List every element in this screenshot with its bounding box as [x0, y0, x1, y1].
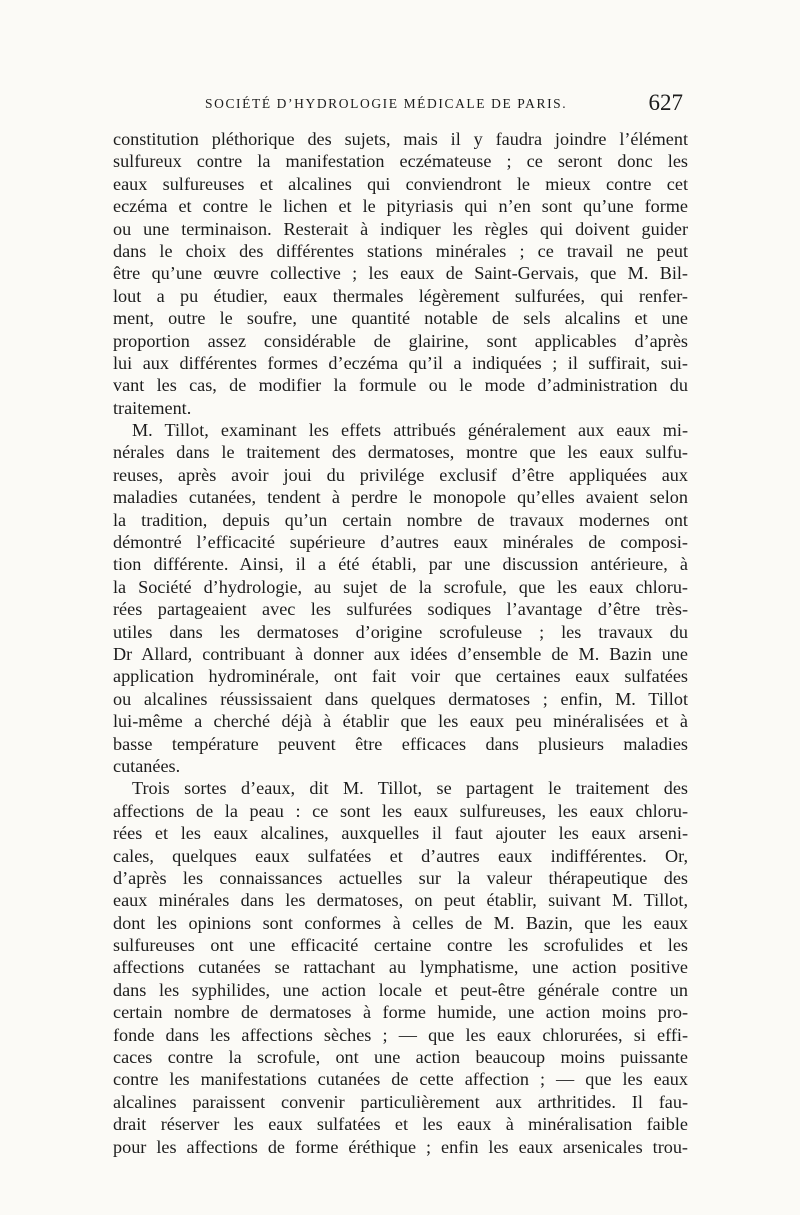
text-line: dont les opinions sont conformes à celles de M. Bazin, que les eaux [113, 912, 688, 933]
text-line: contre les manifestations cutanées de cette affection ; — que les eaux [113, 1069, 688, 1090]
text-line: sulfureux contre la manifestation eczémateuse ; ce seront donc les [113, 151, 688, 172]
text-line: ment, outre le soufre, une quantité notable de sels alcalins et une [113, 308, 688, 329]
text-line: eaux sulfureuses et alcalines qui conviendront le mieux contre cet [113, 173, 688, 194]
text-line: caces contre la scrofule, ont une action beaucoup moins puissante [113, 1047, 688, 1068]
text-line: utiles dans les dermatoses d’origine scrofuleuse ; les travaux du [113, 621, 688, 642]
text-line: Dr Allard, contribuant à donner aux idées d’ensemble de M. Bazin une [113, 643, 688, 664]
text-line: fonde dans les affections sèches ; — que les eaux chlorurées, si effi- [113, 1024, 688, 1045]
text-line: lout a pu étudier, eaux thermales légèrement sulfurées, qui renfer- [113, 285, 688, 306]
text-line: alcalines paraissent convenir particulièrement aux arthritides. Il fau- [113, 1091, 688, 1112]
text-line: drait réserver les eaux sulfatées et les eaux à minéralisation faible [113, 1114, 688, 1135]
text-line: reuses, après avoir joui du privilége exclusif d’être appliquées aux [113, 464, 688, 485]
text-line: affections de la peau : ce sont les eaux sulfureuses, les eaux chloru- [113, 800, 688, 821]
text-line: certain nombre de dermatoses à forme humide, une action moins pro- [113, 1002, 688, 1023]
text-line: nérales dans le traitement des dermatoses, montre que les eaux sulfu- [113, 442, 688, 463]
text-line: cales, quelques eaux sulfatées et d’autres eaux indifférentes. Or, [113, 845, 688, 866]
text-line: démontré l’efficacité supérieure d’autres eaux minérales de composi- [113, 532, 688, 553]
page-number: 627 [648, 90, 683, 115]
text-line: eczéma et contre le lichen et le pityriasis qui n’en sont qu’une forme [113, 196, 688, 217]
text-line: lui-même a cherché déjà à établir que les eaux peu minéralisées et à [113, 711, 688, 732]
paragraph-first-line: Trois sortes d’eaux, dit M. Tillot, se partagent le traitement des [132, 778, 688, 799]
text-line: la Société d’hydrologie, au sujet de la scrofule, que les eaux chloru- [113, 576, 688, 597]
text-line: maladies cutanées, tendent à perdre le monopole qu’elles avaient selon [113, 487, 688, 508]
text-line: ou une terminaison. Resterait à indiquer les règles qui doivent guider [113, 218, 688, 239]
text-line: vant les cas, de modifier la formule ou le mode d’administration du [113, 375, 688, 396]
running-title: SOCIÉTÉ D’HYDROLOGIE MÉDICALE DE PARIS. [205, 96, 568, 111]
text-line: la tradition, depuis qu’un certain nombre de travaux modernes ont [113, 509, 688, 530]
text-line: sulfureuses ont une efficacité certaine contre les scrofulides et les [113, 935, 688, 956]
text-line: application hydrominérale, ont fait voir que certaines eaux sulfatées [113, 666, 688, 687]
text-line: tion différente. Ainsi, il a été établi, par une discussion antérieure, à [113, 554, 688, 575]
text-line: cutanées. [113, 755, 181, 776]
text-line: constitution pléthorique des sujets, mais il y faudra joindre l’élément [113, 129, 688, 149]
text-line: rées et les eaux alcalines, auxquelles il faut ajouter les eaux arseni- [113, 823, 688, 844]
body-text [113, 128, 688, 1158]
text-line: eaux minérales dans les dermatoses, on peut établir, suivant M. Tillot, [113, 890, 688, 911]
text-line: traitement. [113, 397, 192, 418]
text-line: basse température peuvent être efficaces dans plusieurs maladies [113, 733, 688, 754]
text-line: d’après les connaissances actuelles sur la valeur thérapeutique des [113, 867, 688, 888]
text-line: affections cutanées se rattachant au lymphatisme, une action positive [113, 957, 688, 978]
text-line: dans les syphilides, une action locale et peut-être générale contre un [113, 979, 688, 1000]
text-line: pour les affections de forme éréthique ; enfin les eaux arsenicales trou- [113, 1136, 688, 1157]
text-line: ou alcalines réussissaient dans quelques dermatoses ; enfin, M. Tillot [113, 688, 688, 709]
text-line: proportion assez considérable de glairine, sont applicables d’après [113, 330, 688, 351]
paragraph-first-line: M. Tillot, examinant les effets attribués généralement aux eaux mi- [132, 420, 688, 441]
page-header [113, 92, 683, 122]
text-line: dans le choix des différentes stations minérales ; ce travail ne peut [113, 240, 688, 261]
text-line: être qu’une œuvre collective ; les eaux de Saint-Gervais, que M. Bil- [113, 263, 688, 284]
text-line: rées partageaient avec les sulfurées sodiques l’avantage d’être très- [113, 599, 688, 620]
text-line: lui aux différentes formes d’eczéma qu’il a indiquées ; il suffirait, sui- [113, 352, 688, 373]
